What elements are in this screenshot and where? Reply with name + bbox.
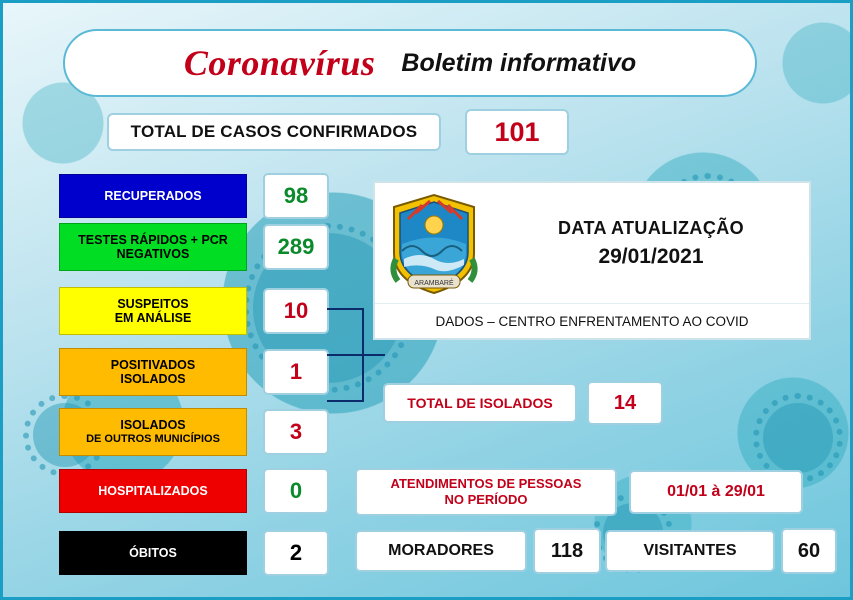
page-title: Coronavírus [183,43,376,83]
stat-row-recuperados [59,173,329,219]
svg-text:ARAMBARÉ: ARAMBARÉ [414,280,454,287]
stat-label-recuperados [59,174,247,218]
stat-row-hospitalizados [59,468,329,514]
stat-label-text-2: NEGATIVOS [116,247,190,261]
update-texts [493,218,809,269]
visitors-value: 60 [781,528,837,574]
stat-label-suspeitos [59,287,247,335]
virus-decoration-icon [763,403,833,473]
stat-label-obitos [59,531,247,575]
stat-label-text: SUSPEITOS [117,297,189,311]
stat-value-isolados-outros: 3 [263,409,329,455]
update-title: DATA ATUALIZAÇÃO [557,217,745,238]
stat-label-isolados-outros [59,408,247,456]
stat-value-suspeitos: 10 [263,288,329,334]
update-panel-top [375,183,809,303]
stat-label-text: TESTES RÁPIDOS + PCR [78,233,228,247]
attendance-period: 01/01 à 29/01 [629,470,803,514]
total-isolated-label: TOTAL DE ISOLADOS [383,383,577,423]
page-subtitle: Boletim informativo [401,48,637,77]
stat-value-hospitalizados: 0 [263,468,329,514]
total-confirmed-value: 101 [465,109,569,155]
total-confirmed-label: TOTAL DE CASOS CONFIRMADOS [107,113,441,151]
stat-label-hospitalizados [59,469,247,513]
stat-label-text: HOSPITALIZADOS [98,484,208,498]
stat-value-testes-negativos: 289 [263,224,329,270]
poster-header [63,29,757,97]
residents-value: 118 [533,528,601,574]
visitors-label: VISITANTES [605,530,775,572]
stat-label-text-2: EM ANÁLISE [114,311,192,325]
stat-value-obitos: 2 [263,530,329,576]
stat-row-isolados-outros [59,408,329,456]
stat-label-text-2: ISOLADOS [120,372,186,386]
stat-row-suspeitos [59,287,329,335]
stat-label-positivados-isolados [59,348,247,396]
city-crest-icon [375,189,493,297]
stat-label-text: ÓBITOS [129,546,177,560]
stat-label-text: RECUPERADOS [104,189,202,203]
update-panel [373,181,811,340]
attendance-label-line2: NO PERÍODO [444,492,528,507]
attendance-label [355,468,617,516]
residents-label: MORADORES [355,530,527,572]
stat-row-positivados-isolados [59,348,329,396]
stat-label-text-2: DE OUTROS MUNICÍPIOS [86,433,220,445]
update-source: DADOS – CENTRO ENFRENTAMENTO AO COVID [375,303,809,338]
stat-row-obitos [59,530,329,576]
total-isolated-value: 14 [587,381,663,425]
stat-row-testes-negativos [59,223,329,271]
update-date: 29/01/2021 [598,244,704,268]
stat-label-text: ISOLADOS [120,418,186,432]
attendance-label-line1: ATENDIMENTOS DE PESSOAS [390,476,582,491]
stat-value-positivados-isolados: 1 [263,349,329,395]
stat-value-recuperados: 98 [263,173,329,219]
stat-label-testes-negativos [59,223,247,271]
stat-label-text: POSITIVADOS [110,358,196,372]
